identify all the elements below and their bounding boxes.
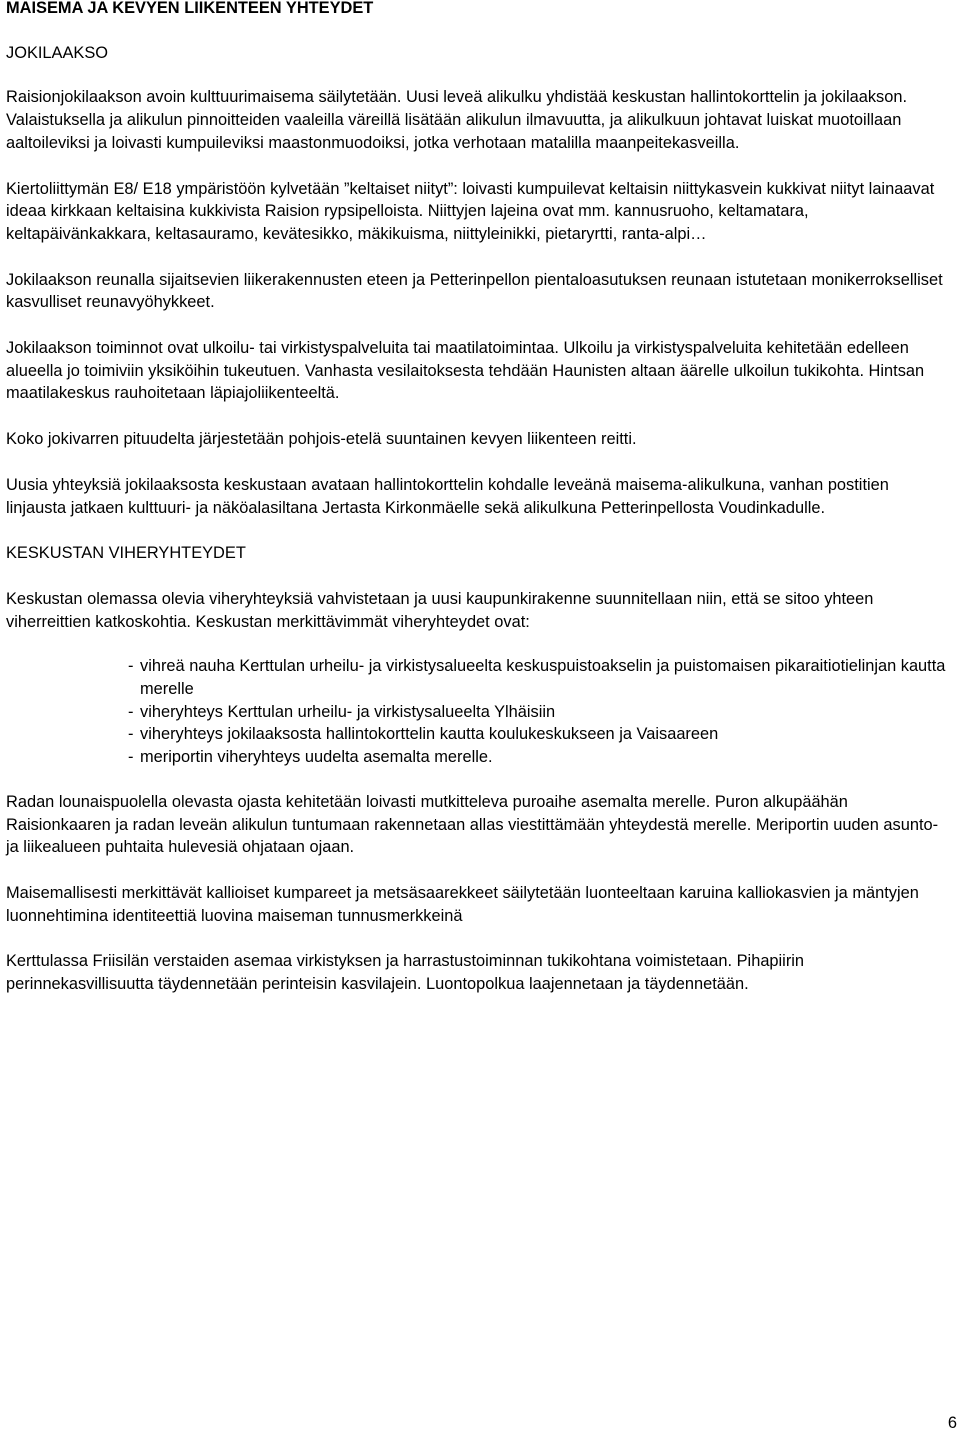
list-marker: -: [128, 702, 134, 721]
section-title-jokilaakso: JOKILAAKSO: [6, 43, 109, 62]
list-marker: -: [128, 657, 134, 676]
section-title-keskustan-viheryhteydet: KESKUSTAN VIHERYHTEYDET: [6, 544, 246, 563]
paragraph: Jokilaakson toiminnot ovat ulkoilu- tai virkistyspalveluita tai maatilatoimintaa. Ulkoilu ja virkistyspalveluita kehitetään edelleen alueella jo toimiviin yksiköihin tukeutuen. Vanhasta vesilaitoksesta tehdään Haunisten altaan äärelle ulkoilun tukikohta. Hintsan maatilakeskus rauhoitetaan läpiajoliikenteeltä.: [6, 339, 925, 403]
list-marker: -: [128, 748, 134, 767]
paragraph: Kerttulassa Friisilän verstaiden asemaa virkistyksen ja harrastustoiminnan tukikohtana voimistetaan. Pihapiirin perinnekasvillisuutta täydennetään perinteisin kasvilajein. Luontopolkua laajennetaan ja täydennetään.: [6, 952, 805, 994]
list-item-text: viheryhteys Kerttulan urheilu- ja virkistysalueelta Ylhäisiin: [140, 702, 556, 721]
list-item-text: meriportin viheryhteys uudelta asemalta merelle.: [140, 748, 493, 767]
spacer: [6, 155, 946, 178]
spacer: [6, 246, 946, 269]
paragraph: Maisemallisesti merkittävät kallioiset kumpareet ja metsäsaarekkeet säilytetään luonteeltaan karuina kalliokasvien ja mäntyjen luonnehtimina identiteettiä luovina maiseman tunnusmerkkeinä: [6, 883, 919, 925]
spacer: [6, 927, 946, 950]
spacer: [6, 565, 946, 588]
paragraph: Uusia yhteyksiä jokilaaksosta keskustaan avataan hallintokorttelin kohdalle leveänä maisema-alikulkuna, vanhan postitien linjausta jatkaen kulttuuri- ja näköalasiltana Jertasta Kirkonmäelle sekä alikulkuna Petterinpellosta Voudinkadulle.: [6, 475, 889, 517]
page-number: 6: [947, 1414, 957, 1432]
list-item: [128, 746, 946, 769]
paragraph: Jokilaakson reunalla sijaitsevien liikerakennusten eteen ja Petterinpellon pientaloasutuksen reunaan istutetaan monikerrokselliset kasvulliset reunavyöhykkeet.: [6, 270, 943, 312]
spacer: [6, 314, 946, 337]
paragraph: Keskustan olemassa olevia viheryhteyksiä vahvistetaan ja uusi kaupunkirakenne suunnitellaan niin, että se sitoo yhteen viherreittien katkoskohtia. Keskustan merkittävimmät viheryhteydet ovat:: [6, 589, 874, 631]
list-item-text: vihreä nauha Kerttulan urheilu- ja virkistysalueelta keskuspuistoakselin ja puistomaisen pikaraitiotielinjan kautta merelle: [140, 657, 946, 699]
spacer: [6, 20, 946, 42]
spacer: [6, 451, 946, 474]
spacer: [6, 633, 946, 655]
list-item: [128, 701, 946, 724]
paragraph: Kiertoliittymän E8/ E18 ympäristöön kylvetään ”keltaiset niityt”: loivasti kumpuilevat keltaisin niittykasvein kukkivat niityt lainaavat ideaa kirkkaan keltaisina kukkivista Raision rypsipelloista. Niittyjen lajeina ovat mm. kannusruoho, keltamatara, keltapäivänkakkara, keltasauramo, kevätesikko, mäkikuisma, niittyleinikki, pietaryrtti, ranta-alpi…: [6, 179, 935, 243]
document-page: [6, 0, 946, 996]
paragraph: Radan lounaispuolella olevasta ojasta kehitetään loivasti mutkitteleva puroaihe asemalta merelle. Puron alkupäähän Raisionkaaren ja radan leveän alikulun tuntumaan rakennetaan allas viestittämään yhteydestä merelle. Meriportin uuden asunto- ja liikealueen puhtaita hulevesiä ohjataan ojaan.: [6, 792, 939, 857]
spacer: [6, 769, 946, 791]
spacer: [6, 519, 946, 542]
paragraph: Raisionjokilaakson avoin kulttuurimaisema säilytetään. Uusi leveä alikulku yhdistää keskustan hallintokorttelin ja jokilaakson. Valaistuksella ja alikulun pinnoitteiden vaaleilla väreillä lisätään alikulun ilmavuutta, ja alikulkuun johtavat luiskat muotoillaan aaltoileviksi ja loivasti kumpuileviksi maastonmuodoiksi, jotka verhotaan matalilla maanpeitekasveilla.: [6, 88, 908, 152]
list-item-text: viheryhteys jokilaaksosta hallintokorttelin kautta koulukeskukseen ja Vaisaareen: [140, 725, 719, 744]
document-heading: MAISEMA JA KEVYEN LIIKENTEEN YHTEYDET: [6, 0, 374, 17]
spacer: [6, 405, 946, 428]
paragraph: Koko jokivarren pituudelta järjestetään pohjois-etelä suuntainen kevyen liikenteen reitti.: [6, 430, 637, 449]
spacer: [6, 64, 946, 86]
spacer: [6, 859, 946, 882]
list-item: [128, 655, 946, 700]
viheryhteydet-list: [6, 655, 946, 769]
list-item: [128, 723, 946, 746]
list-marker: -: [128, 725, 134, 744]
